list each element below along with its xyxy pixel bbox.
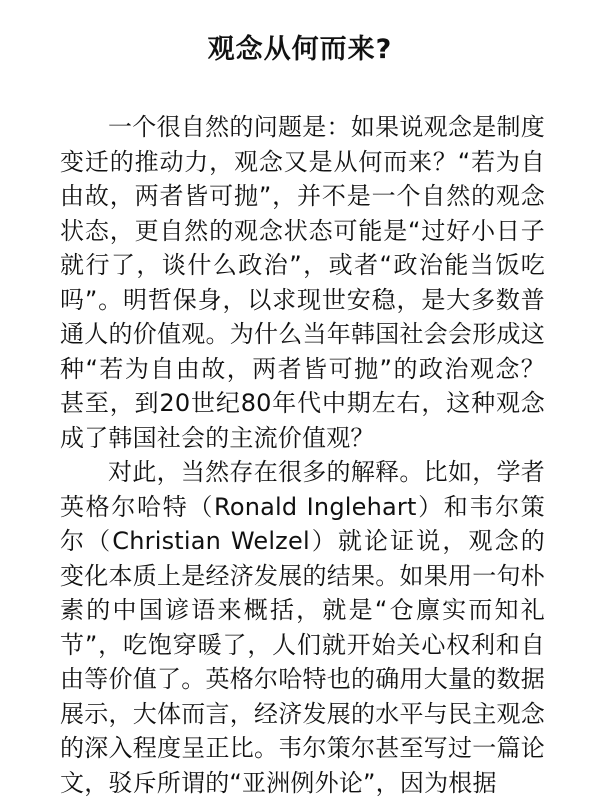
body-text (60, 110, 545, 800)
paragraph-1: 一个很自然的问题是：如果说观念是制度变迁的推动力，观念又是从何而来？“若为自由故，两者皆可抛”，并不是一个自然的观念状态，更自然的观念状态可能是“过好小日子就行了，谈什么政治”，或者“政治能当饭吃吗”。明哲保身，以求现世安稳，是大多数普通人的价值观。为什么当年韩国社会会形成这种“若为自由故，两者皆可抛”的政治观念？甚至，到20世纪80年代中期左右，这种观念成了韩国社会的主流价值观？ (60, 113, 545, 452)
page-title: 观念从何而来? (207, 34, 393, 65)
paragraph-2: 对此，当然存在很多的解释。比如，学者英格尔哈特（Ronald Inglehart）和韦尔策尔（Christian Welzel）就论证说，观念的变化本质上是经济发展的结果。如果用一句朴素的中国谚语来概括，就是“仓廪实而知礼节”，吃饱穿暖了，人们就开始关心权利和自由等价值了。英格尔哈特也的确用大量的数据展示，大体而言，经济发展的水平与民主观念的深入程度呈正比。韦尔策尔甚至写过一篇论文，驳斥所谓的“亚洲例外论”，因为根据 (60, 458, 545, 797)
